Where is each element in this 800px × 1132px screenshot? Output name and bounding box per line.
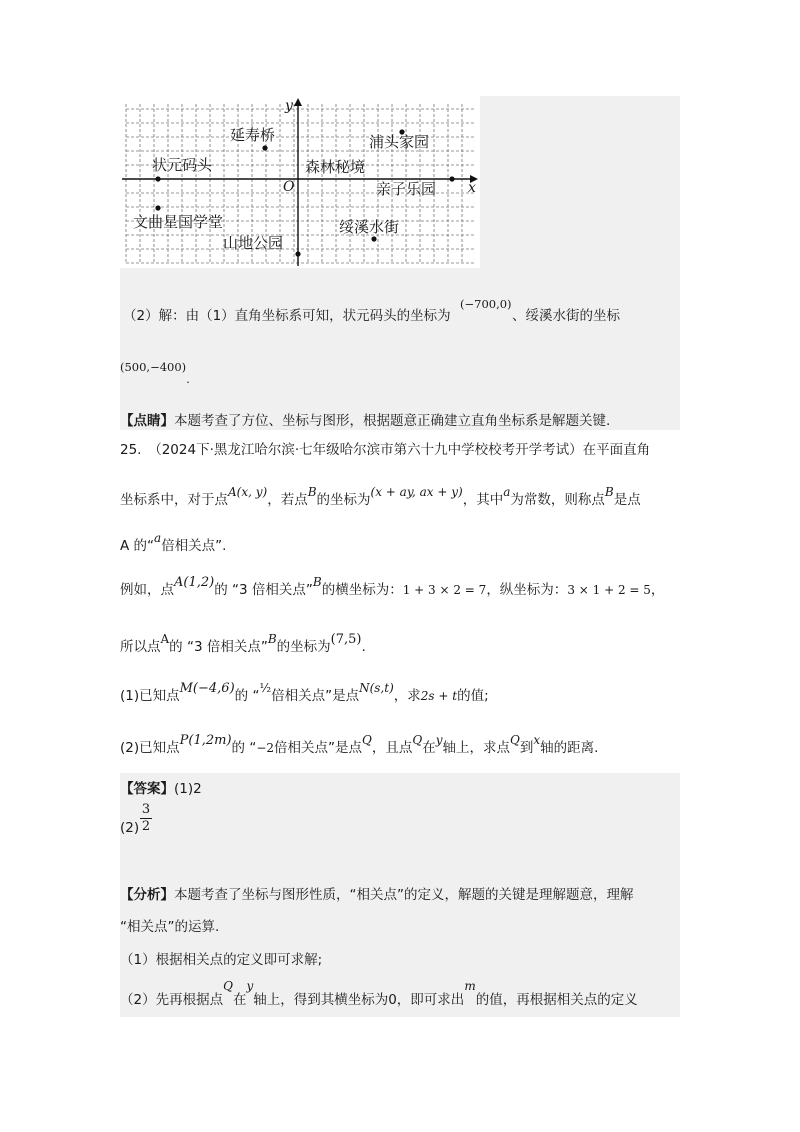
- point-suixishuijie: [371, 236, 376, 241]
- q25-text: 例如，点: [120, 582, 174, 598]
- math-M: M(−4,6): [179, 681, 235, 696]
- q25-part2: [120, 733, 599, 759]
- point-qinzileyuan: [449, 176, 454, 181]
- answer-2-fraction: [140, 802, 152, 835]
- q25-text: 的坐标为: [316, 492, 371, 508]
- analysis-text: 在: [232, 992, 247, 1008]
- point-shandigongyuan: [295, 251, 300, 256]
- math-B: B: [604, 485, 614, 499]
- q25-text: 倍相关点”是点: [274, 740, 363, 756]
- q25-text: 的 “3 倍相关点”: [169, 639, 268, 655]
- q25-line3: [120, 531, 227, 556]
- q25-text: ，其中: [462, 492, 504, 508]
- analysis-text: 的值，再根据相关点的定义: [475, 992, 638, 1008]
- q25-text: .: [361, 639, 366, 655]
- q25-text: 的坐标为: [276, 639, 331, 655]
- point-yanshouqiao: [262, 145, 267, 150]
- answer-2-prefix: (2): [120, 820, 140, 836]
- math-B: B: [267, 632, 277, 646]
- q25-text: 到: [519, 740, 534, 756]
- math-B: B: [307, 485, 317, 499]
- math-neg2: −2: [256, 741, 275, 755]
- label-putoujiayuan: 浦头家园: [369, 133, 430, 151]
- math-ex-y: 3 × 1 + 2 = 5: [567, 583, 651, 597]
- q25-text: 倍相关点”.: [161, 538, 227, 554]
- label-shandigongyuan: 山地公园: [223, 234, 284, 252]
- q25-text: 倍相关点”是点: [271, 688, 360, 704]
- answer-tag: 【答案】: [120, 781, 174, 797]
- math-A: A: [160, 632, 170, 646]
- analysis-line2: [120, 917, 219, 937]
- q25-text: 的横坐标为：: [321, 582, 403, 598]
- comment-text: 本题考查了方位、坐标与图形，根据题意正确建立直角坐标系是解题关键.: [174, 413, 611, 429]
- math-y: y: [435, 733, 443, 747]
- q25-text: ，: [650, 582, 665, 598]
- q25-text: 坐标系中，对于点: [120, 492, 228, 508]
- math-Q: Q: [510, 733, 520, 747]
- q25-text: 的 “3 倍相关点”: [214, 582, 313, 598]
- answer-line1: [120, 779, 202, 799]
- solution2-middle-text: 、绥溪水街的坐标: [512, 308, 620, 324]
- math-a: a: [503, 485, 511, 499]
- q25-line1: [120, 440, 650, 460]
- math-m: m: [464, 979, 476, 993]
- math-B: B: [312, 575, 322, 589]
- point-zhuangyuanmatou: [155, 176, 160, 181]
- fraction-denominator: 2: [141, 819, 151, 834]
- q25-text: 轴上，求点: [442, 740, 510, 756]
- label-yanshouqiao: 延寿桥: [230, 126, 276, 144]
- q25-example: [120, 575, 665, 601]
- map-svg: [120, 96, 480, 268]
- q25-text: 轴的距离.: [540, 740, 599, 756]
- math-y: y: [246, 979, 254, 993]
- math-75: (7,5): [330, 632, 362, 647]
- analysis-text: 轴上，得到其横坐标为0，即可求出: [253, 992, 465, 1008]
- coord-zhuangyuan: (−700,0): [460, 297, 512, 311]
- math-A12: A(1,2): [174, 575, 215, 590]
- coordinate-map: [120, 96, 480, 268]
- math-Q: Q: [223, 979, 233, 993]
- math-half: ½: [259, 681, 272, 695]
- answer-1: (1)2: [174, 781, 202, 797]
- answer-line2: [120, 818, 139, 838]
- label-qinzileyuan: 亲子乐园: [376, 180, 437, 198]
- math-N: N(s,t): [359, 681, 394, 695]
- math-P: P(1,2m): [179, 733, 232, 748]
- q25-text: ，且点: [371, 740, 413, 756]
- solution2-line: [123, 306, 451, 326]
- math-Q: Q: [362, 733, 372, 747]
- q25-text: (1)已知点: [120, 688, 180, 704]
- origin-label: O: [283, 179, 295, 195]
- label-zhuangyuanmatou: 状元码头: [152, 156, 213, 174]
- q25-text: (2)已知点: [120, 740, 180, 756]
- y-axis-label: y: [285, 98, 293, 114]
- q25-text: 的 “: [234, 688, 260, 704]
- analysis-text: 本题考查了坐标与图形性质，“相关点”的定义，解题的关键是理解题意，理解: [174, 887, 634, 903]
- analysis-line1: [120, 885, 634, 905]
- comment-line: [120, 411, 610, 431]
- label-senlinmijing: 森林秘境: [305, 158, 366, 176]
- q25-text: 在: [422, 740, 436, 756]
- label-suixishuijie: 绥溪水街: [339, 218, 400, 236]
- q25-text: 所以点: [120, 639, 161, 655]
- analysis-text: （2）先再根据点: [120, 992, 224, 1008]
- fraction-numerator: 3: [141, 802, 151, 817]
- q25-text: ，纵坐标为：: [486, 582, 568, 598]
- q25-so: [120, 632, 366, 658]
- math-a: a: [154, 531, 162, 545]
- solution2-prefix: （2）解：由（1）直角坐标系可知，状元码头的坐标为: [123, 308, 451, 324]
- q25-line2: [120, 485, 641, 510]
- solution2-end: .: [186, 372, 190, 386]
- math-x: x: [533, 733, 541, 747]
- q25-header: 25. （2024下·黑龙江哈尔滨·七年级哈尔滨市第六十九中学校校考开学考试）在平面直角: [120, 442, 651, 458]
- q25-text: A 的“: [120, 538, 155, 554]
- label-wenquxingguoxuetang: 文曲星国学堂: [133, 213, 224, 231]
- solution2-middle: [512, 306, 620, 326]
- solution2-coord2: [120, 357, 190, 386]
- q25-text: ，若点: [267, 492, 308, 508]
- analysis-tag: 【分析】: [120, 887, 174, 903]
- math-2s-t: 2s + t: [420, 689, 458, 703]
- q25-text: ，求: [393, 688, 421, 704]
- analysis-text: （1）根据相关点的定义即可求解;: [120, 952, 323, 968]
- math-ex-x: 1 + 3 × 2 = 7: [402, 583, 487, 597]
- comment-tag: 【点睛】: [120, 413, 174, 429]
- q25-text: 为常数，则称点: [510, 492, 605, 508]
- analysis-line3: [120, 950, 322, 970]
- q25-part1: [120, 681, 489, 707]
- coord-suixi: (500,−400): [120, 360, 187, 374]
- x-axis-label: x: [468, 180, 476, 196]
- solution2-coord1: [460, 294, 512, 314]
- q25-text: 是点: [613, 492, 641, 508]
- point-wenquxing: [155, 205, 160, 210]
- math-Q: Q: [412, 733, 423, 747]
- analysis-text: “相关点”的运算.: [120, 919, 220, 935]
- analysis-line4: [120, 979, 638, 1010]
- math-B-coord: (x + ay, ax + y): [370, 485, 463, 499]
- q25-text: 的值;: [457, 688, 489, 704]
- math-A: A(x, y): [228, 485, 268, 499]
- q25-text: 的 “: [231, 740, 257, 756]
